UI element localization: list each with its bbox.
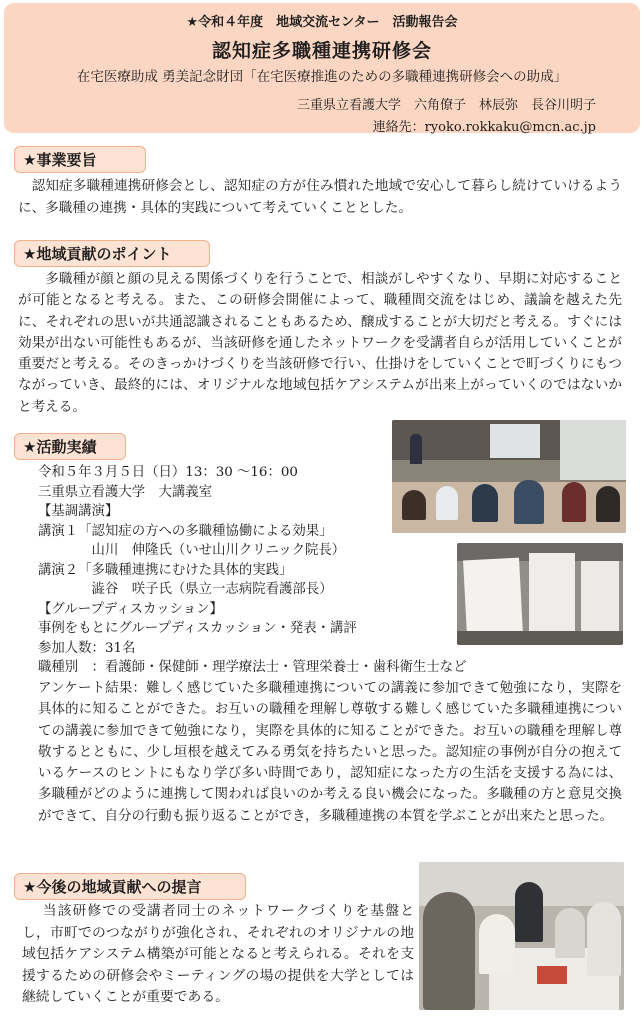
report-header (4, 3, 640, 133)
survey-text: アンケート結果：難しく感じていた多職種連携についての講義に参加できて勉強になり，実際を具体的に知ることができた。お互いの職種を理解し尊敬する難しく感じていた多職種連携についての講義に参加できて勉強になり，実際を具体的に知ることができた。お互いの職種を理解し尊敬するとともに、少し垣根を越えてみる勇気を持ちたいと思った。認知症の事例が自分の抱えているケースのヒントにもなり学び多い時間であり，認知症になった方の生活を支援する為には、多職種がどのように連携して関われば良いのか考える良い機会になった。多職種の方と意見交換ができて、自分の行動も振り返ることができ，多職種連携の本質を学ぶことが出来たと思った。 (38, 681, 622, 824)
activity-line: 【基調講演】 (38, 504, 119, 519)
activity-line: 講演１「認知症の方への多職種協働による効果」 (38, 523, 333, 539)
authors-line: 三重県立看護大学 六角僚子 林辰弥 長谷川明子 (296, 98, 596, 113)
activity-line: 参加人数：31名 (38, 640, 136, 656)
activity-line: 山川 伸隆氏（いせ山川クリニック院長） (38, 543, 346, 558)
proposal-text: 当該研修での受講者同士のネットワークづくりを基盤とし，市町でのつながりが強化され、それぞれのオリジナルの地域包括ケアシステム構築が可能となると考えられる。それを支援するための研修会やミーティングの場の提供を大学としては継続していくことが重要である。 (22, 903, 414, 1006)
discussion-photo (419, 862, 624, 1010)
poster-board-photo (457, 543, 623, 645)
activity-line: 令和５年３月５日（日）13：30 〜16：00 (38, 465, 298, 480)
proposal-heading: ★今後の地域貢献への提言 (14, 873, 246, 900)
contact-line: 連絡先：ryoko.rokkaku@mcn.ac.jp (372, 120, 596, 135)
overview-heading: ★事業要旨 (14, 146, 146, 173)
activity-line: 澁谷 咲子氏（県立一志病院看護部長） (38, 582, 333, 597)
report-title: 認知症多職種連携研修会 (211, 40, 432, 62)
activity-line: 事例をもとにグループディスカッション・発表・講評 (38, 621, 357, 636)
contribution-text: 多職種が顔と顔の見える関係づくりを行うことで、相談がしやすくなり、早期に対応することが可能となると考える。また、この研修会開催によって、職種間交流をはじめ、議論を越えた先に、それぞれの思いが共通認識されることもあるため、醸成することが大切だと考える。すぐには効果が出ない可能性もあるが、当該研修を通したネットワークを受講者自らが活用していくことが重要だと考える。そのきっかけづくりを当該研修で行い、仕掛けをしていくことで町づくりにもつながっていき、最終的には、オリジナルな地域包括ケアシステムが出来上がっていくのではないかと考える。 (18, 271, 622, 415)
lecture-photo (392, 420, 626, 533)
contribution-heading: ★地域貢献のポイント (14, 240, 210, 267)
activity-line: 職種別 ：看護師・保健師・理学療法士・管理栄養士・歯科衛生士など (38, 660, 467, 675)
grant-line: 在宅医療助成 勇美記念財団「在宅医療推進のための多職種連携研修会への助成」 (76, 69, 568, 85)
report-subtitle: ★令和４年度 地域交流センター 活動報告会 (186, 15, 458, 30)
activity-heading: ★活動実績 (14, 433, 126, 460)
overview-text: 認知症多職種連携研修会とし、認知症の方が住み慣れた地域で安心して暮らし続けていけるように、多職種の連携・具体的実践について考えていくこととした。 (18, 178, 622, 216)
activity-line: 三重県立看護大学 大講義室 (38, 484, 213, 500)
activity-line: 講演２「多職種連携にむけた具体的実践」 (38, 562, 293, 578)
activity-line: 【グループディスカッション】 (38, 601, 223, 617)
